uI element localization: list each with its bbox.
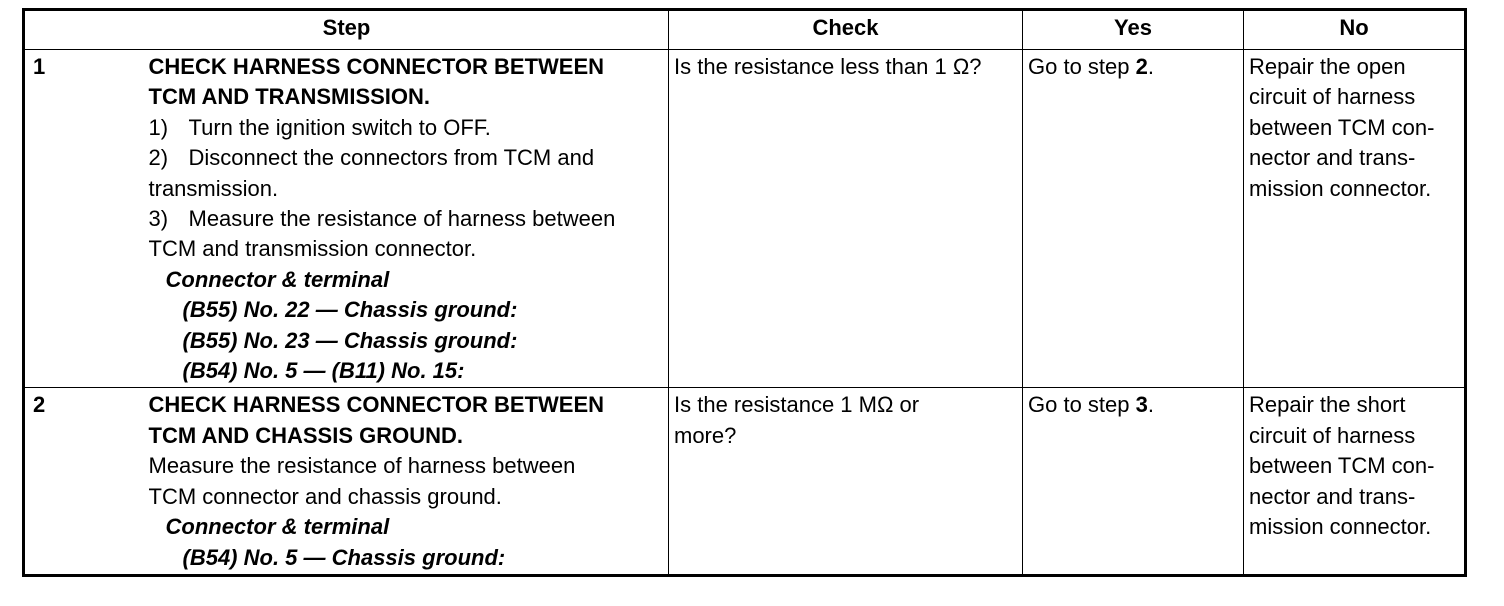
substep bbox=[149, 113, 665, 143]
check-cell: Is the resistance less than 1 Ω? bbox=[669, 50, 1023, 388]
yes-step-ref: 2 bbox=[1135, 54, 1148, 79]
header-yes: Yes bbox=[1023, 10, 1244, 50]
connector-heading: Connector & terminal bbox=[165, 514, 390, 540]
yes-suffix: . bbox=[1147, 54, 1154, 79]
no-line: nector and trans- bbox=[1249, 483, 1416, 509]
no-line: Repair the open bbox=[1249, 54, 1406, 79]
header-no: No bbox=[1244, 10, 1466, 50]
step-number: 2 bbox=[24, 388, 144, 575]
header-step: Step bbox=[24, 10, 669, 50]
no-line: nector and trans- bbox=[1249, 145, 1416, 171]
check-line: more? bbox=[674, 422, 737, 448]
step-title-line: TCM AND CHASSIS GROUND. bbox=[148, 422, 464, 448]
step-description bbox=[144, 388, 669, 575]
substep-text: Measure the resistance of harness between bbox=[188, 206, 616, 232]
substep-text: Disconnect the connectors from TCM and bbox=[188, 145, 595, 171]
connector-item: (B54) No. 5 — (B11) No. 15: bbox=[182, 358, 465, 384]
no-line: Repair the short bbox=[1249, 392, 1406, 418]
body-line: TCM connector and chassis ground. bbox=[148, 483, 502, 509]
substep-continuation: transmission. bbox=[148, 175, 279, 201]
substep bbox=[149, 143, 665, 173]
yes-text: Go to step bbox=[1028, 392, 1136, 418]
no-line: between TCM con- bbox=[1249, 114, 1435, 140]
substep-continuation: TCM and transmission connector. bbox=[148, 236, 477, 262]
connector-heading: Connector & terminal bbox=[165, 266, 390, 292]
no-line: mission connector. bbox=[1249, 514, 1432, 540]
header-row bbox=[24, 10, 1466, 50]
no-line: circuit of harness bbox=[1249, 84, 1416, 110]
yes-cell bbox=[1023, 388, 1244, 575]
yes-step-ref: 3 bbox=[1135, 392, 1148, 418]
substep-number: 1) bbox=[148, 114, 169, 140]
yes-cell bbox=[1023, 50, 1244, 388]
check-cell bbox=[669, 388, 1023, 575]
table-row bbox=[24, 388, 1466, 575]
yes-suffix: . bbox=[1147, 392, 1154, 418]
body-line: Measure the resistance of harness between bbox=[148, 453, 576, 479]
connector-item: (B55) No. 23 — Chassis ground: bbox=[182, 327, 518, 353]
step-description bbox=[144, 50, 669, 388]
substep-number: 3) bbox=[148, 206, 169, 232]
step-number: 1 bbox=[24, 50, 144, 388]
header-check: Check bbox=[669, 10, 1023, 50]
connector-item: (B55) No. 22 — Chassis ground: bbox=[182, 297, 518, 323]
substep-number: 2) bbox=[148, 145, 169, 171]
no-line: mission connector. bbox=[1249, 175, 1432, 201]
step-title-line: TCM AND TRANSMISSION. bbox=[148, 84, 431, 110]
step-title-line: CHECK HARNESS CONNECTOR BETWEEN bbox=[148, 54, 605, 79]
substep-text: Turn the ignition switch to OFF. bbox=[188, 114, 491, 140]
no-cell bbox=[1244, 50, 1466, 388]
no-line: between TCM con- bbox=[1249, 453, 1435, 479]
no-line: circuit of harness bbox=[1249, 422, 1416, 448]
table-row bbox=[24, 50, 1466, 388]
no-cell bbox=[1244, 388, 1466, 575]
check-line: Is the resistance 1 MΩ or bbox=[674, 392, 920, 418]
yes-text: Go to step bbox=[1028, 54, 1136, 79]
connector-item: (B54) No. 5 — Chassis ground: bbox=[182, 544, 506, 570]
step-title-line: CHECK HARNESS CONNECTOR BETWEEN bbox=[148, 392, 605, 418]
diagnostic-table bbox=[22, 8, 1467, 577]
substep bbox=[149, 204, 665, 234]
